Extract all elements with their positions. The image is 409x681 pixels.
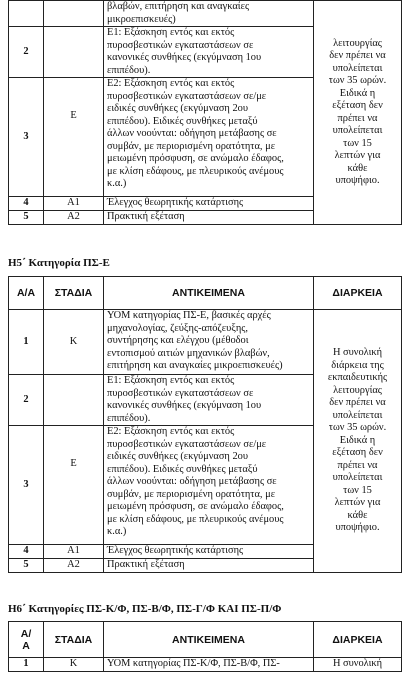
table-ps-kf xyxy=(8,621,402,672)
header-stage: ΣΤΑΔΙΑ xyxy=(44,622,104,658)
content-cell: Ε1: Εξάσκηση εντός και εκτός πυροσβεστικών εγκαταστάσεων σε κανονικές συνθήκες (εκγύμναση 1ου επιπέδου). xyxy=(104,27,314,78)
header-duration: ΔΙΑΡΚΕΙΑ xyxy=(314,277,402,310)
stage-cell: Α2 xyxy=(44,211,104,225)
header-content: ΑΝΤΙΚΕΙΜΕΝΑ xyxy=(104,277,314,310)
row-number: 3 xyxy=(9,426,44,545)
stage-cell xyxy=(44,27,104,78)
header-num: Α/ Α xyxy=(9,622,44,658)
stage-cell: Ε xyxy=(44,78,104,197)
row-number: 1 xyxy=(9,658,44,672)
stage-cell: Α1 xyxy=(44,545,104,559)
row-number: 2 xyxy=(9,375,44,426)
duration-cell: Η συνολική διάρκεια της εκπαιδευτικής λειτουργίας δεν πρέπει να υπολείπεται των 35 ωρών. Ειδικά η εξέταση δεν πρέπει να υπολείπεται των 15 λεπτών για κάθε υποψήφιο. xyxy=(314,310,402,573)
row-number: 3 xyxy=(9,78,44,197)
header-num: Α/Α xyxy=(9,277,44,310)
row-number: 4 xyxy=(9,545,44,559)
content-cell: Ε2: Εξάσκηση εντός και εκτός πυροσβεστικών εγκαταστάσεων σε/με ειδικές συνθήκες (εκγύμναση 2ου επιπέδου). Ειδικές συνθήκες μεταξύ άλλων νοούνται: οδήγηση μετάβασης σε συμβάν, με περιορισμένη ορατότητα, με μειωμένη πρόσφυση, σε ανώμαλο έδαφος, με κλίση εδάφους, με πλευρικούς ανέμους κ.α.) xyxy=(104,426,314,545)
row-number: 1 xyxy=(9,310,44,375)
section-title: Η5΄ Κατηγορία ΠΣ-Ε xyxy=(8,257,110,269)
content-cell: Έλεγχος θεωρητικής κατάρτισης xyxy=(104,545,314,559)
row-number: 5 xyxy=(9,211,44,225)
content-cell: Ε2: Εξάσκηση εντός και εκτός πυροσβεστικών εγκαταστάσεων σε/με ειδικές συνθήκες (εκγύμναση 2ου επιπέδου). Ειδικές συνθήκες μεταξύ άλλων νοούνται: οδήγηση μετάβασης σε συμβάν, με περιορισμένη ορατότητα, με μειωμένη πρόσφυση, σε ανώμαλο έδαφος, με κλίση εδάφους, με πλευρικούς ανέμους κ.α.) xyxy=(104,78,314,197)
header-duration: ΔΙΑΡΚΕΙΑ xyxy=(314,622,402,658)
row-number: 2 xyxy=(9,27,44,78)
stage-cell: Α1 xyxy=(44,197,104,211)
content-cell: Πρακτική εξέταση xyxy=(104,211,314,225)
content-cell: ΥΟΜ κατηγορίας ΠΣ-Κ/Φ, ΠΣ-Β/Φ, ΠΣ- xyxy=(104,658,314,672)
stage-cell: Ε xyxy=(44,426,104,545)
stage-cell: Κ xyxy=(44,658,104,672)
header-stage: ΣΤΑΔΙΑ xyxy=(44,277,104,310)
content-cell: Πρακτική εξέταση xyxy=(104,559,314,573)
content-cell: Έλεγχος θεωρητικής κατάρτισης xyxy=(104,197,314,211)
content-cell: ΥΟΜ κατηγορίας ΠΣ-Ε, βασικές αρχές μηχανολογίας, ζεύξης-απόζευξης, συντήρησης και ελέγχου (μέθοδοι εντοπισμού αιτιών μηχανικών βλαβών, επιτήρηση και αναγκαίες μικροεπισκευές) xyxy=(104,310,314,375)
content-cell: βλαβών, επιτήρηση και αναγκαίες μικροεπισκευές) xyxy=(104,1,314,27)
stage-cell: Α2 xyxy=(44,559,104,573)
row-number: 4 xyxy=(9,197,44,211)
header-content: ΑΝΤΙΚΕΙΜΕΝΑ xyxy=(104,622,314,658)
section-title: Η6΄ Κατηγορίες ΠΣ-Κ/Φ, ΠΣ-Β/Φ, ΠΣ-Γ/Φ ΚΑΙ ΠΣ-Π/Φ xyxy=(8,603,282,615)
row-number: 5 xyxy=(9,559,44,573)
stage-cell xyxy=(44,1,104,27)
content-cell: Ε1: Εξάσκηση εντός και εκτός πυροσβεστικών εγκαταστάσεων σε κανονικές συνθήκες (εκγύμναση 1ου επιπέδου). xyxy=(104,375,314,426)
table-ps-e xyxy=(8,276,402,573)
stage-cell xyxy=(44,375,104,426)
stage-cell: Κ xyxy=(44,310,104,375)
table-continued xyxy=(8,0,402,225)
duration-cell: Η συνολική xyxy=(314,658,402,672)
row-number xyxy=(9,1,44,27)
duration-cell: λειτουργίας δεν πρέπει να υπολείπεται των 35 ωρών. Ειδικά η εξέταση δεν πρέπει να υπολείπεται των 15 λεπτών για κάθε υποψήφιο. xyxy=(314,1,402,225)
